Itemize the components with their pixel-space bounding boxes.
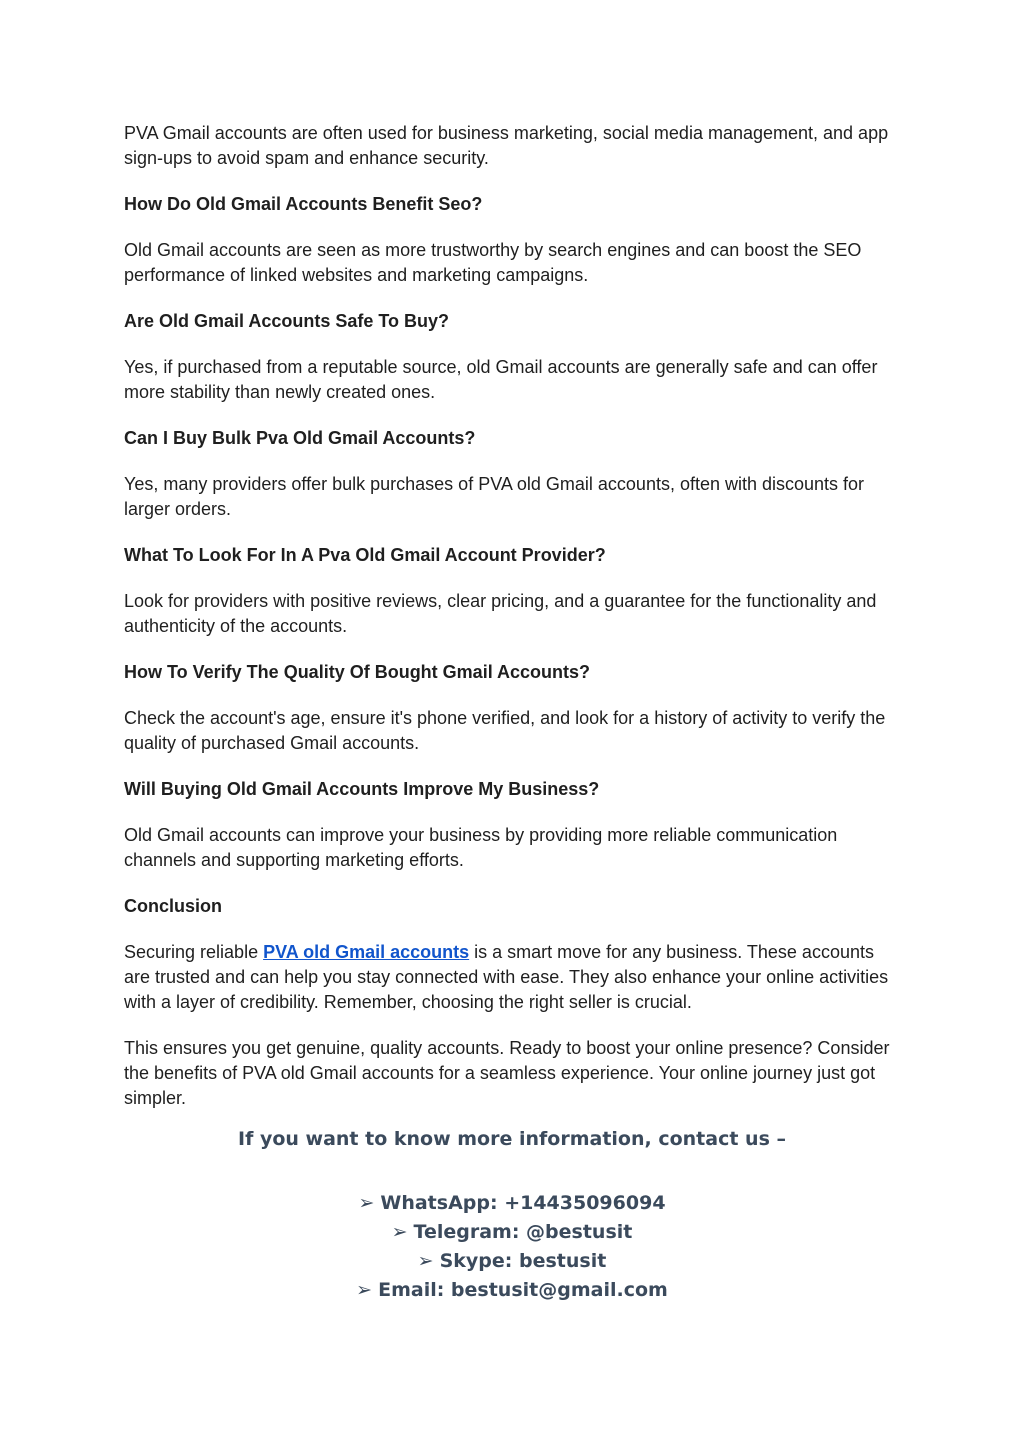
contact-telegram [124, 1218, 900, 1247]
contact-email [124, 1276, 900, 1305]
faq-question-1: How Do Old Gmail Accounts Benefit Seo? [124, 194, 483, 214]
faq-answer-5: Check the account's age, ensure it's phone verified, and look for a history of activity to verify the quality of purchased Gmail accounts. [124, 708, 886, 753]
arrow-icon: ➢ [356, 1279, 373, 1301]
faq-answer-1: Old Gmail accounts are seen as more trustworthy by search engines and can boost the SEO performance of linked websites and marketing campaigns. [124, 240, 862, 285]
faq-answer-2: Yes, if purchased from a reputable source, old Gmail accounts are generally safe and can offer more stability than newly created ones. [124, 357, 878, 402]
faq-question-6: Will Buying Old Gmail Accounts Improve My Business? [124, 779, 600, 799]
faq-question-5: How To Verify The Quality Of Bought Gmail Accounts? [124, 662, 591, 682]
faq-answer-3: Yes, many providers offer bulk purchases of PVA old Gmail accounts, often with discounts for larger orders. [124, 474, 865, 519]
email-text: Email: bestusit@gmail.com [378, 1279, 668, 1301]
intro-paragraph: PVA Gmail accounts are often used for business marketing, social media management, and app sign-ups to avoid spam and enhance security. [124, 123, 889, 168]
contact-list [124, 1189, 900, 1305]
conclusion-paragraph-1 [124, 940, 900, 1015]
pva-gmail-link[interactable]: PVA old Gmail accounts [263, 942, 470, 962]
faq-question-3: Can I Buy Bulk Pva Old Gmail Accounts? [124, 428, 476, 448]
faq-answer-6: Old Gmail accounts can improve your business by providing more reliable communication channels and supporting marketing efforts. [124, 825, 838, 870]
telegram-text: Telegram: @bestusit [413, 1221, 633, 1243]
contact-heading: If you want to know more information, contact us – [238, 1128, 786, 1150]
conclusion-text-after-link: is a smart move for any business. These accounts are trusted and can help you stay connected with ease. They also enhance your online activities with a layer of credibility. Remember, choosing the right seller is crucial. [124, 942, 889, 1012]
conclusion-text-before-link: Securing reliable [124, 942, 264, 962]
faq-question-2: Are Old Gmail Accounts Safe To Buy? [124, 311, 450, 331]
contact-skype [124, 1247, 900, 1276]
faq-answer-4: Look for providers with positive reviews, clear pricing, and a guarantee for the functionality and authenticity of the accounts. [124, 591, 877, 636]
whatsapp-text: WhatsApp: +14435096094 [380, 1192, 666, 1214]
faq-question-4: What To Look For In A Pva Old Gmail Account Provider? [124, 545, 606, 565]
skype-text: Skype: bestusit [439, 1250, 607, 1272]
conclusion-heading: Conclusion [124, 896, 222, 916]
arrow-icon: ➢ [417, 1250, 434, 1272]
arrow-icon: ➢ [391, 1221, 408, 1243]
contact-whatsapp [124, 1189, 900, 1218]
conclusion-paragraph-2: This ensures you get genuine, quality accounts. Ready to boost your online presence? Consider the benefits of PVA old Gmail accounts for a seamless experience. Your online journey just got simpler. [124, 1038, 890, 1108]
contact-section [124, 1125, 900, 1305]
arrow-icon: ➢ [358, 1192, 375, 1214]
